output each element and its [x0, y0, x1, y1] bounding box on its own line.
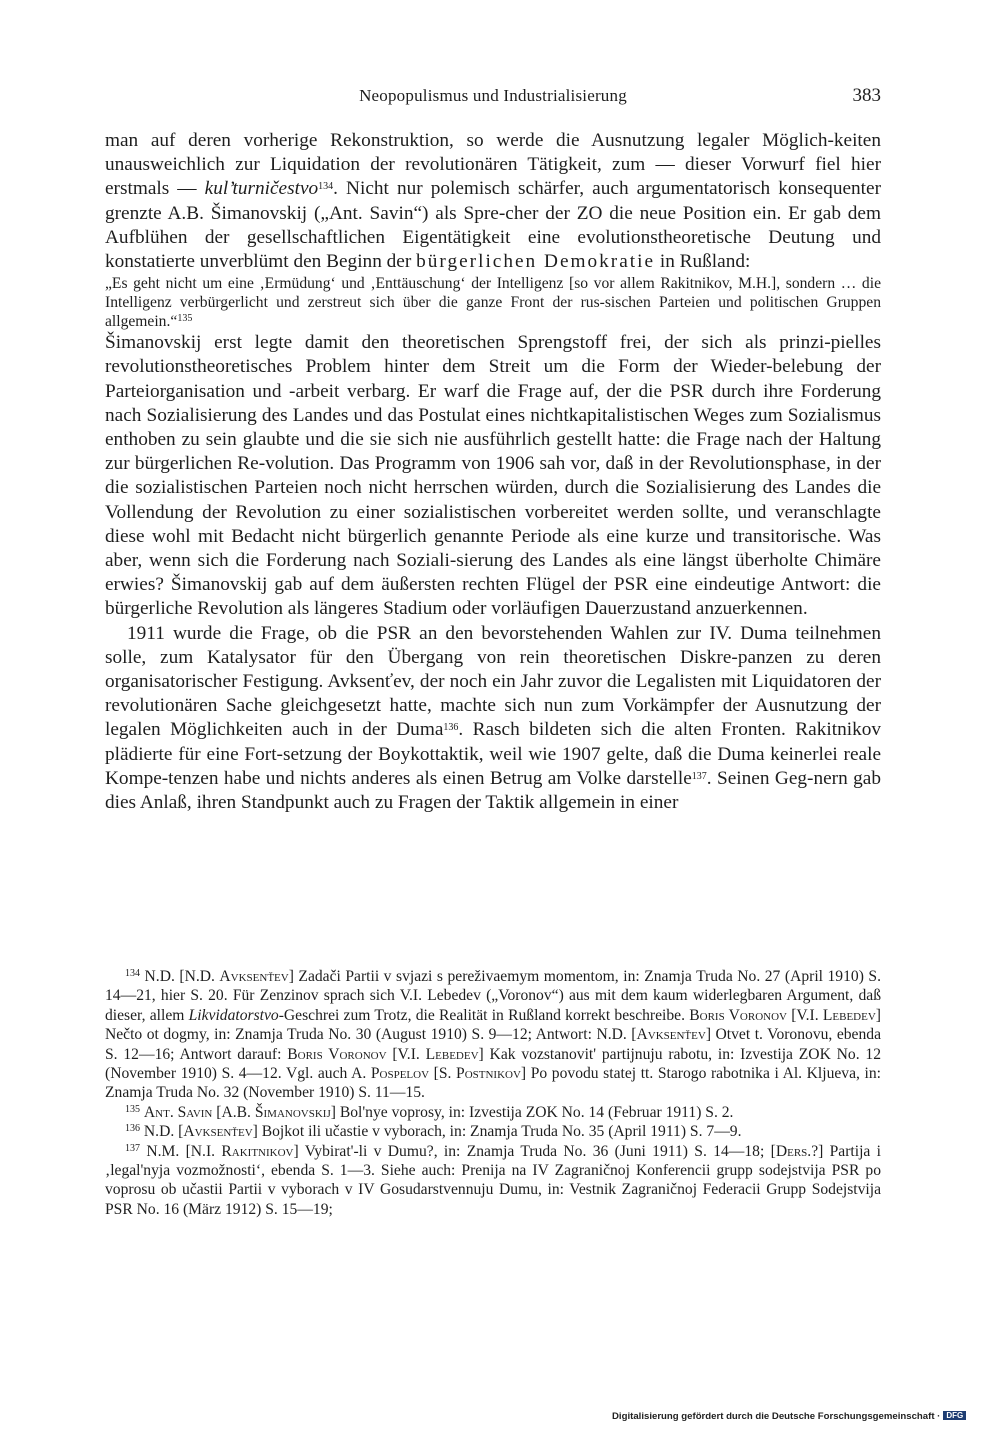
paragraph-1: man auf deren vorherige Rekonstruktion, so werde die Ausnutzung legaler Möglich-keiten unausweichlich zur Liquidation der revolutionären Tätigkeit, zum — dieser Vorwurf fiel hier erstmals — kul’turničestvo$^{134}$. Nicht nur polemisch schärfer, auch argumentatorisch konsequenter grenzte A.B. Šimanovskij („Ant. Savin“) als Spre-cher der ZO die neue Position ein. Er gab dem Aufblühen der gesellschaftlichen Eigentätigkeit eine evolutionstheoretische Deutung und konstatierte unverblümt den Beginn der bürgerlichen Demokratie in Rußland:: [105, 130, 881, 273]
main-text: [105, 129, 881, 815]
footnotes: [105, 967, 881, 1219]
emphasis-spaced: bürgerlichen Demokratie: [416, 251, 656, 273]
footnote-135: $^{135}$ Ant. Savin [A.B. Šimanovskij] Bol'nye voprosy, in: Izvestija ZOK No. 14 (Februar 1911) S. 2.: [125, 1103, 734, 1121]
paragraph-3: 1911 wurde die Frage, ob die PSR an den bevorstehenden Wahlen zur IV. Duma teilnehmen solle, zum Katalysator für den Übergang von rein theoretischen Diskre-panzen zu deren organisatorischer Festigung. Avksenťev, der noch ein Jahr zuvor die Legalisten mit Liquidatoren der revolutionären Sache gleichgesetzt hatte, machte sich nun zum Vorkämpfer der Ausnutzung der legalen Möglichkeiten auch in der Duma$^{136}$. Rasch bildeten sich die alten Fronten. Rakitnikov plädierte für eine Fort-setzung der Boykottaktik, weil wie 1907 gelte, daß die Duma keinerlei reale Kompe-tenzen habe und nichts anderes als einen Betrug am Volke darstelle$^{137}$. Seinen Geg-nern gab dies Anlaß, ihren Standpunkt auch zu Fragen der Taktik allgemein in einer: [105, 622, 881, 814]
digitization-credit: Digitalisierung gefördert durch die Deutsche Forschungsgemeinschaft · DFG: [612, 1411, 997, 1425]
footnote-134: $^{134}$ N.D. [N.D. Avksenťev] Zadači Partii v svjazi s pereživaemym momentom, in: Znamja Truda No. 27 (April 1910) S. 14—21, hier S. 20. Für Zenzinov sprach sich V.I. Lebedev („Voronov“) aus mit dem kaum widerlegbaren Argument, daß dieser, allem Likvidatorstvo-Geschrei zum Trotz, die Realität in Rußland korrekt beschreibe. Boris Voronov [V.I. Lebedev] Nečto ot dogmy, in: Znamja Truda No. 30 (August 1910) S. 9—12; Antwort: N.D. [Avksenťev] Otvet t. Voronovu, ebenda S. 12—16; Antwort darauf: Boris Voronov [V.I. Lebedev] Kak vozstanovit' partijnuju rabotu, in: Izvestija ZOK No. 12 (November 1910) S. 4—12. Vgl. auch A. Pospelov [S. Postnikov] Po povodu statej tt. Starogo rabotnika i Al. Kljueva, in: Znamja Truda No. 32 (November 1910) S. 11—15.: [105, 968, 882, 1102]
running-title: Neopopulismus und Industrialisierung: [359, 86, 627, 105]
footnote-ref-136[interactable]: 136: [443, 722, 459, 734]
dfg-logo: DFG: [943, 1411, 966, 1420]
footnote-ref-135[interactable]: 135: [177, 313, 193, 325]
footnote-ref-137[interactable]: 137: [691, 770, 707, 782]
running-header: [105, 86, 881, 110]
page-number: 383: [852, 85, 881, 106]
block-quote: „Es geht nicht um eine ‚Ermüdung‘ und ‚Enttäuschung‘ der Intelligenz [so vor allem Rakitnikov, M.H.], sondern … die Intelligenz verbürgerlicht und zerstreut sich über die ganze Front der rus-sischen Parteien und politischen Gruppen allgemein.“$^{135}$: [105, 275, 881, 331]
footnote-136: $^{136}$ N.D. [Avksenťev] Bojkot ili učastie v vyborach, in: Znamja Truda No. 35 (April 1911) S. 7—9.: [125, 1123, 742, 1141]
footnote-137: $^{137}$ N.M. [N.I. Rakitnikov] Vybirat'-li v Dumu?, in: Znamja Truda No. 36 (Juni 1911) S. 14—18; [Ders.?] Partija i ‚legal'nyja vozmožnosti‘, ebenda S. 1—3. Siehe auch: Prenija na IV Zagraničnoj Konferencii grupp sodejstvija PSR po voprosu ob učastii Partii v vyborach v IV Gosudarstvennuju Dumu, in: Vestnik Zagraničnoj Federacii Grupp Sodejstvija PSR No. 16 (März 1912) S. 15—19;: [105, 1142, 882, 1218]
italic-term: kul’turničestvo: [204, 178, 319, 200]
footnote-ref-134[interactable]: 134: [318, 181, 334, 193]
paragraph-2: Šimanovskij erst legte damit den theoretischen Sprengstoff frei, der sich als prinzi-pielles revolutionstheoretisches Problem hinter dem Streit um die Form der Wieder-belebung der Parteiorganisation und -arbeit verbarg. Er warf die Frage auf, der die PSR durch ihre Forderung nach Sozialisierung des Landes und das Postulat eines nichtkapitalistischen Weges zum Sozialismus enthoben zu sein glaubte und die sie sich nie ausführlich gestellt hatte: die Frage nach der Haltung zur bürgerlichen Re-volution. Das Programm von 1906 sah vor, daß in der Revolutionsphase, in der die sozialistischen Parteien noch nicht herrschen würden, durch die Sozialisierung des Landes die Vollendung der Revolution zu einer sozialistischen vorbereitet werden sollte, und veranschlagte diese wohl mit Bedacht nicht bürgerlich genannte Periode als eine kurze und transitorische. Was aber, wenn sich die Forderung nach Soziali-sierung des Landes als eine längst überholte Chimäre erwies? Šimanovskij gab auf dem äußersten rechten Flügel der PSR eine eindeutige Antwort: die bürgerliche Revolution als längeres Stadium oder vorläufigen Dauerzustand anzuerkennen.: [105, 332, 881, 620]
